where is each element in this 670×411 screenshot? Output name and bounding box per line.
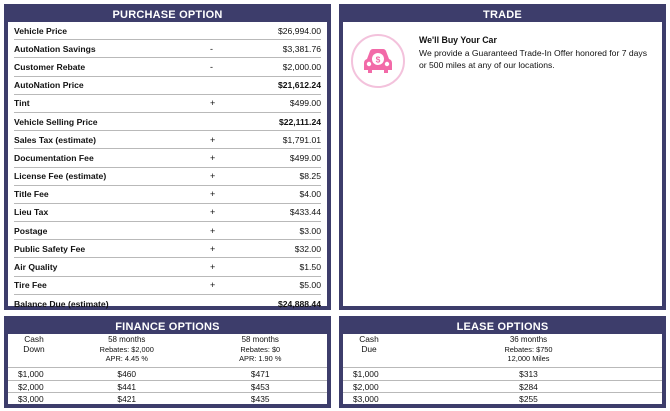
purchase-row-value: $5.00 bbox=[299, 280, 321, 291]
purchase-row bbox=[14, 58, 321, 76]
purchase-row bbox=[14, 113, 321, 131]
purchase-row-value: $433.44 bbox=[289, 207, 321, 218]
purchase-row-label: Balance Due (estimate) bbox=[14, 298, 109, 309]
purchase-row-operator: + bbox=[210, 207, 216, 218]
purchase-row-operator: + bbox=[210, 171, 216, 182]
purchase-row-operator: + bbox=[210, 134, 216, 145]
purchase-row-operator: + bbox=[210, 262, 216, 273]
purchase-row-value: $22,111.24 bbox=[278, 116, 321, 127]
purchase-row-value: $1.50 bbox=[299, 262, 321, 273]
trade-panel bbox=[339, 4, 666, 310]
purchase-row bbox=[14, 186, 321, 204]
lease-row: $3,000 $255 bbox=[353, 394, 538, 404]
purchase-row bbox=[14, 149, 321, 167]
purchase-row-value: $21,612.24 bbox=[277, 80, 321, 91]
purchase-row bbox=[14, 40, 321, 58]
finance-column-1: 58 months Rebates: $2,000 APR: 4.45 % bbox=[99, 335, 154, 363]
purchase-row-operator: - bbox=[210, 43, 213, 54]
purchase-row-label: Tint bbox=[14, 98, 30, 109]
purchase-rows bbox=[8, 22, 327, 313]
purchase-row-operator: - bbox=[210, 61, 213, 72]
purchase-row-operator: + bbox=[210, 98, 216, 109]
purchase-row-label: Lieu Tax bbox=[14, 207, 49, 218]
lease-header-row bbox=[343, 334, 662, 368]
purchase-row-label: License Fee (estimate) bbox=[14, 171, 107, 182]
purchase-row bbox=[14, 295, 321, 313]
purchase-row-value: $24,888.44 bbox=[277, 298, 321, 309]
purchase-row bbox=[14, 277, 321, 295]
purchase-option-panel bbox=[4, 4, 331, 310]
purchase-row-value: $4.00 bbox=[299, 189, 321, 200]
purchase-row-label: AutoNation Savings bbox=[14, 43, 96, 54]
purchase-row-value: $3,381.76 bbox=[282, 43, 321, 54]
trade-heading: We'll Buy Your Car bbox=[419, 35, 497, 45]
finance-row: $1,000 $460 $471 bbox=[8, 368, 327, 381]
purchase-row-value: $26,994.00 bbox=[277, 25, 321, 36]
purchase-row-value: $1,791.01 bbox=[282, 134, 321, 145]
svg-text:$: $ bbox=[375, 54, 381, 65]
purchase-row bbox=[14, 240, 321, 258]
lease-options-title: LEASE OPTIONS bbox=[343, 320, 662, 334]
cash-down-header: Cash Down bbox=[23, 334, 45, 354]
purchase-row-label: Postage bbox=[14, 225, 48, 236]
purchase-row-label: Vehicle Selling Price bbox=[14, 116, 98, 127]
car-dollar-icon bbox=[351, 34, 405, 88]
purchase-row bbox=[14, 222, 321, 240]
purchase-row-operator: + bbox=[210, 243, 216, 254]
purchase-row-label: Public Safety Fee bbox=[14, 243, 86, 254]
lease-column-1: 36 months Rebates: $750 12,000 Miles bbox=[504, 335, 553, 363]
finance-row: $3,000 $421 $435 bbox=[18, 394, 270, 404]
trade-title: TRADE bbox=[343, 8, 662, 22]
purchase-row-label: AutoNation Price bbox=[14, 80, 84, 91]
purchase-row bbox=[14, 204, 321, 222]
lease-row: $1,000 $313 bbox=[343, 368, 662, 381]
finance-column-2: 58 months Rebates: $0 APR: 1.90 % bbox=[239, 335, 282, 363]
purchase-row-value: $499.00 bbox=[289, 98, 321, 109]
purchase-row-label: Documentation Fee bbox=[14, 152, 94, 163]
purchase-row-value: $3.00 bbox=[299, 225, 321, 236]
purchase-row bbox=[14, 131, 321, 149]
purchase-row bbox=[14, 168, 321, 186]
purchase-row-value: $2,000.00 bbox=[282, 61, 321, 72]
finance-options-panel bbox=[4, 316, 331, 408]
purchase-row-label: Sales Tax (estimate) bbox=[14, 134, 96, 145]
purchase-row-operator: + bbox=[210, 225, 216, 236]
purchase-row-value: $8.25 bbox=[299, 171, 321, 182]
purchase-row-value: $499.00 bbox=[289, 152, 321, 163]
purchase-row bbox=[14, 95, 321, 113]
purchase-row bbox=[14, 258, 321, 276]
purchase-row-operator: + bbox=[210, 280, 216, 291]
purchase-row bbox=[14, 77, 321, 95]
trade-description: We provide a Guaranteed Trade-In Offer honored for 7 days or 500 miles at any of our locations. bbox=[419, 48, 648, 70]
purchase-row bbox=[14, 22, 321, 40]
lease-row: $2,000 $284 bbox=[343, 381, 662, 394]
purchase-row-operator: + bbox=[210, 152, 216, 163]
purchase-row-operator: + bbox=[210, 189, 216, 200]
lease-options-panel bbox=[339, 316, 666, 408]
finance-row: $2,000 $441 $453 bbox=[8, 381, 327, 394]
purchase-row-value: $32.00 bbox=[294, 243, 321, 254]
purchase-row-label: Air Quality bbox=[14, 262, 58, 273]
purchase-row-label: Vehicle Price bbox=[14, 25, 68, 36]
purchase-row-label: Tire Fee bbox=[14, 280, 47, 291]
purchase-row-label: Title Fee bbox=[14, 189, 49, 200]
cash-due-header: Cash Due bbox=[359, 334, 379, 354]
purchase-option-title: PURCHASE OPTION bbox=[8, 8, 327, 22]
finance-options-title: FINANCE OPTIONS bbox=[8, 320, 327, 334]
purchase-row-label: Customer Rebate bbox=[14, 61, 86, 72]
finance-header-row bbox=[8, 334, 327, 368]
